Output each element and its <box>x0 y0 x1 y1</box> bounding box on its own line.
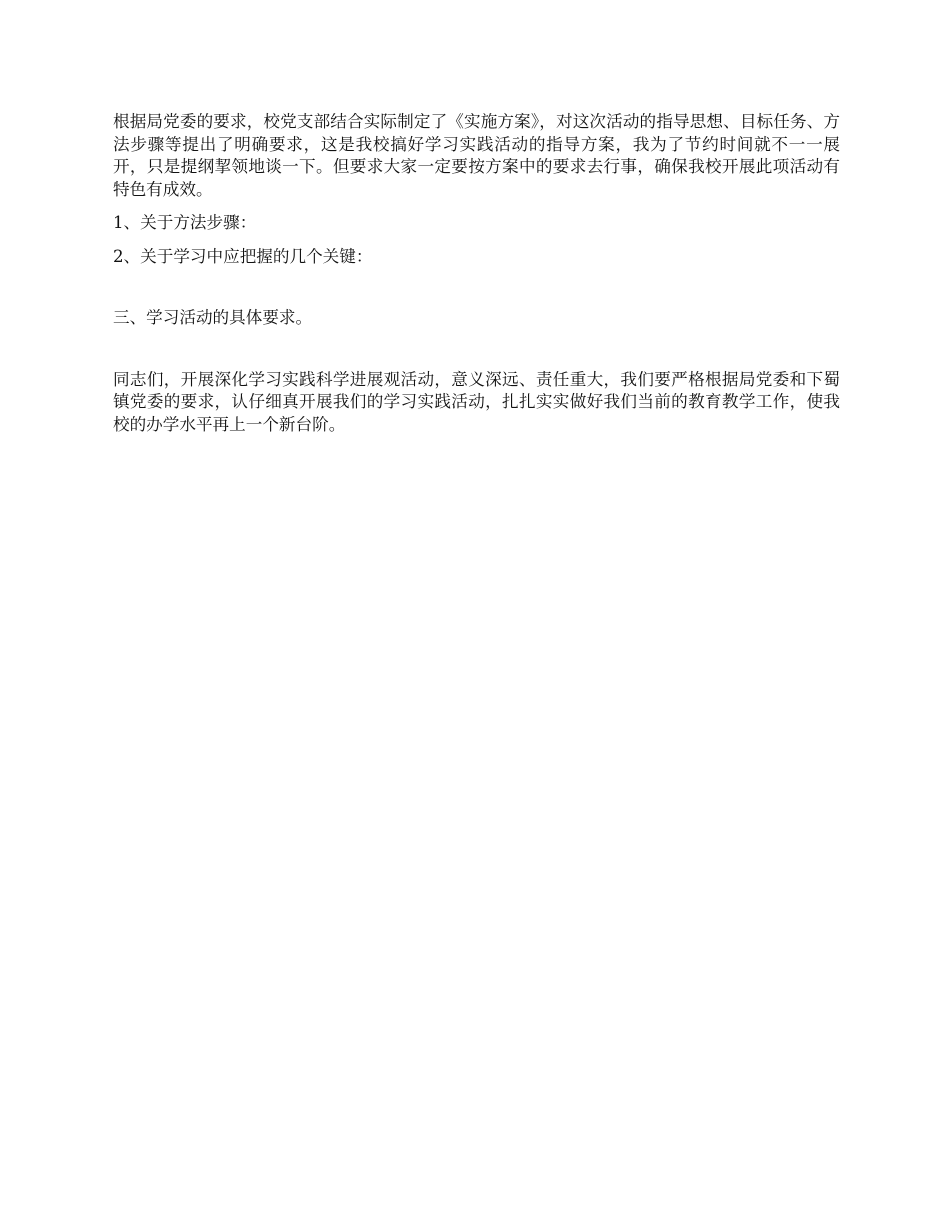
key-points-item: 2、关于学习中应把握的几个关键： <box>113 246 373 266</box>
closing-paragraph: 同志们，开展深化学习实践科学进展观活动，意义深远、责任重大，我们要严格根据局党委和下蜀镇党委的要求，认仔细真开展我们的学习实践活动，扎扎实实做好我们当前的教育教学工作，使我校的办学水平再上一个新台阶。 <box>113 369 840 434</box>
method-steps-item: 1、关于方法步骤： <box>113 213 257 232</box>
intro-paragraph: 根据局党委的要求，校党支部结合实际制定了《实施方案》，对这次活动的指导思想、目标任务、方法步骤等提出了明确要求，这是我校搞好学习实践活动的指导方案，我为了节约时间就不一一展开，只是提纲挈领地谈一下。但要求大家一定要按方案中的要求去行事，确保我校开展此项活动有特色有成效。 <box>113 112 840 199</box>
document-body <box>113 111 840 436</box>
section-heading-requirements: 三、学习活动的具体要求。 <box>113 308 313 327</box>
